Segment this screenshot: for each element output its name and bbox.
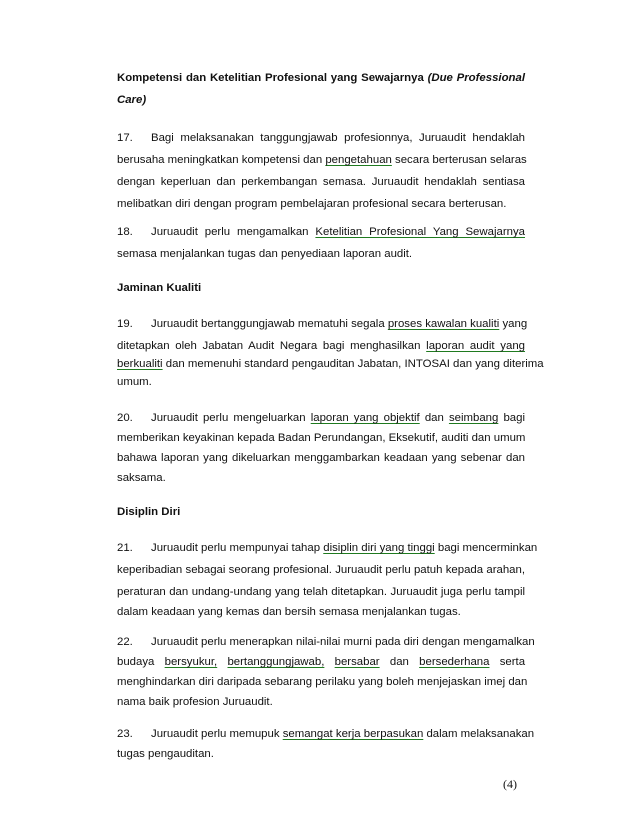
paragraph-21-line: keperibadian sebagai seorang profesional. Juruaudit perlu patuh kepada arahan,	[117, 564, 525, 576]
underlined-term: bersyukur,	[164, 656, 218, 668]
section-heading-jaminan-kualiti: Jaminan Kualiti	[117, 282, 202, 294]
paragraph-17-line: 17. Bagi melaksanakan tanggungjawab profesionnya, Juruaudit hendaklah	[117, 132, 525, 144]
underlined-term: bersederhana	[419, 656, 490, 668]
paragraph-19-line: ditetapkan oleh Jabatan Audit Negara bagi menghasilkan laporan audit yang	[117, 340, 526, 352]
paragraph-22-line: nama baik profesion Juruaudit.	[117, 696, 273, 708]
paragraph-17-line: melibatkan diri dengan program pembelajaran profesional secara berterusan.	[117, 198, 507, 210]
paragraph-21-line: dalam keadaan yang kemas dan bersih semasa menjalankan tugas.	[117, 606, 461, 618]
paragraph-19-line: 19. Juruaudit bertanggungjawab mematuhi segala proses kawalan kualiti yang	[117, 318, 528, 330]
page-number: (4)	[503, 777, 517, 791]
paragraph-18-line: semasa menjalankan tugas dan penyediaan laporan audit.	[117, 248, 413, 260]
section-heading-kompetensi: Kompetensi dan Ketelitian Profesional yang Sewajarnya (Due Professional	[117, 72, 525, 84]
paragraph-19-line: berkualiti dan memenuhi standard pengauditan Jabatan, INTOSAI dan yang diterima	[117, 358, 544, 370]
paragraph-17-line: berusaha meningkatkan kompetensi dan pengetahuan secara berterusan selaras	[117, 154, 527, 166]
underlined-term: seimbang	[448, 412, 499, 424]
paragraph-21-line: 21. Juruaudit perlu mempunyai tahap disiplin diri yang tinggi bagi mencerminkan	[117, 542, 538, 554]
paragraph-20-line: 20. Juruaudit perlu mengeluarkan laporan yang objektif dan seimbang bagi	[117, 412, 525, 424]
paragraph-20-line: bahawa laporan yang dikeluarkan menggambarkan keadaan yang sebenar dan	[117, 452, 525, 464]
paragraph-23-line: tugas pengauditan.	[117, 748, 214, 760]
underlined-term: bertanggungjawab,	[227, 656, 325, 668]
section-heading-disiplin-diri: Disiplin Diri	[117, 506, 181, 518]
paragraph-22-line: menghindarkan diri daripada sebarang perilaku yang boleh menjejaskan imej dan	[117, 676, 528, 688]
underlined-term: berkualiti	[117, 358, 163, 370]
underlined-term: Ketelitian Profesional Yang Sewajarnya	[315, 226, 525, 238]
paragraph-17-line: dengan keperluan dan perkembangan semasa. Juruaudit hendaklah sentiasa	[117, 176, 525, 188]
underlined-term: laporan yang objektif	[310, 412, 420, 424]
paragraph-20-line: saksama.	[117, 472, 166, 484]
underlined-term: bersabar	[334, 656, 380, 668]
paragraph-19-line: umum.	[117, 376, 152, 388]
underlined-term: pengetahuan	[325, 154, 392, 166]
paragraph-21-line: peraturan dan undang-undang yang telah ditetapkan. Juruaudit juga perlu tampil	[117, 586, 525, 598]
paragraph-18-line: 18. Juruaudit perlu mengamalkan Ketelitian Profesional Yang Sewajarnya	[117, 226, 525, 238]
paragraph-22-line: 22. Juruaudit perlu menerapkan nilai-nilai murni pada diri dengan mengamalkan	[117, 636, 535, 648]
section-heading-kompetensi-cont: Care)	[117, 94, 147, 106]
underlined-term: laporan audit yang	[426, 340, 526, 352]
paragraph-20-line: memberikan keyakinan kepada Badan Perundangan, Eksekutif, auditi dan umum	[117, 432, 526, 444]
underlined-term: proses kawalan kualiti	[387, 318, 500, 330]
paragraph-23-line: 23. Juruaudit perlu memupuk semangat kerja berpasukan dalam melaksanakan	[117, 728, 535, 740]
paragraph-22-line: budaya bersyukur, bertanggungjawab, bersabar dan bersederhana serta	[117, 656, 526, 668]
underlined-term: semangat kerja berpasukan	[282, 728, 424, 740]
underlined-term: disiplin diri yang tinggi	[323, 542, 435, 554]
